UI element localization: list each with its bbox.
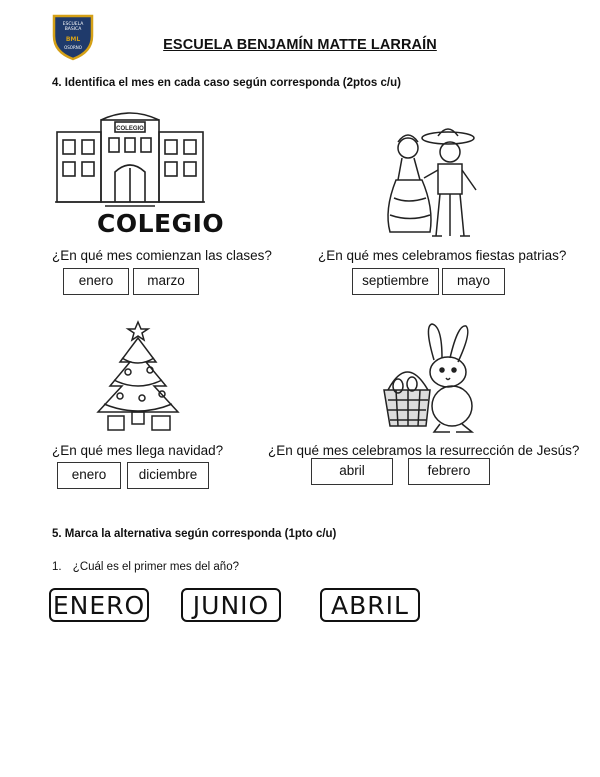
question-text: ¿Cuál es el primer mes del año? [72,561,239,573]
svg-text:BML: BML [65,36,81,43]
option-ENERO[interactable]: ENERO [49,588,149,622]
option-febrero[interactable]: febrero [408,458,490,485]
question-fiestas-patrias: ¿En qué mes celebramos fiestas patrias? [318,248,567,263]
colegio-sign: COLEGIO [97,209,225,238]
svg-text:OSORNO: OSORNO [64,45,82,50]
question-primer-mes [52,561,239,573]
question-resurreccion: ¿En qué mes celebramos la resurrección de Jesús? [268,443,580,458]
easter-bunny-illustration [380,320,480,435]
option-JUNIO[interactable]: JUNIO [181,588,281,622]
option-enero-navidad[interactable]: enero [57,462,121,489]
option-abril[interactable]: abril [311,458,393,485]
option-mayo[interactable]: mayo [442,268,505,295]
svg-text:BASICA: BASICA [64,27,82,32]
school-illustration [55,110,225,240]
question-clases: ¿En qué mes comienzan las clases? [52,248,272,263]
section-5-heading: 5. Marca la alternativa según corresponda (1pto c/u) [52,528,337,540]
svg-text:COLEGIO: COLEGIO [116,126,144,132]
section-4-heading: 4. Identifica el mes en cada caso según corresponda (2ptos c/u) [52,77,401,89]
option-ABRIL[interactable]: ABRIL [320,588,420,622]
option-marzo[interactable]: marzo [133,268,199,295]
page-title: ESCUELA BENJAMÍN MATTE LARRAÍN [163,37,437,53]
christmas-tree-illustration [92,320,184,435]
option-diciembre[interactable]: diciembre [127,462,209,489]
question-navidad: ¿En qué mes llega navidad? [52,443,224,458]
dancing-couple-illustration [376,120,488,245]
option-enero-clases[interactable]: enero [63,268,129,295]
option-septiembre[interactable]: septiembre [352,268,439,295]
svg-text:ESCUELA: ESCUELA [62,22,84,27]
question-number: 1. [52,561,62,573]
